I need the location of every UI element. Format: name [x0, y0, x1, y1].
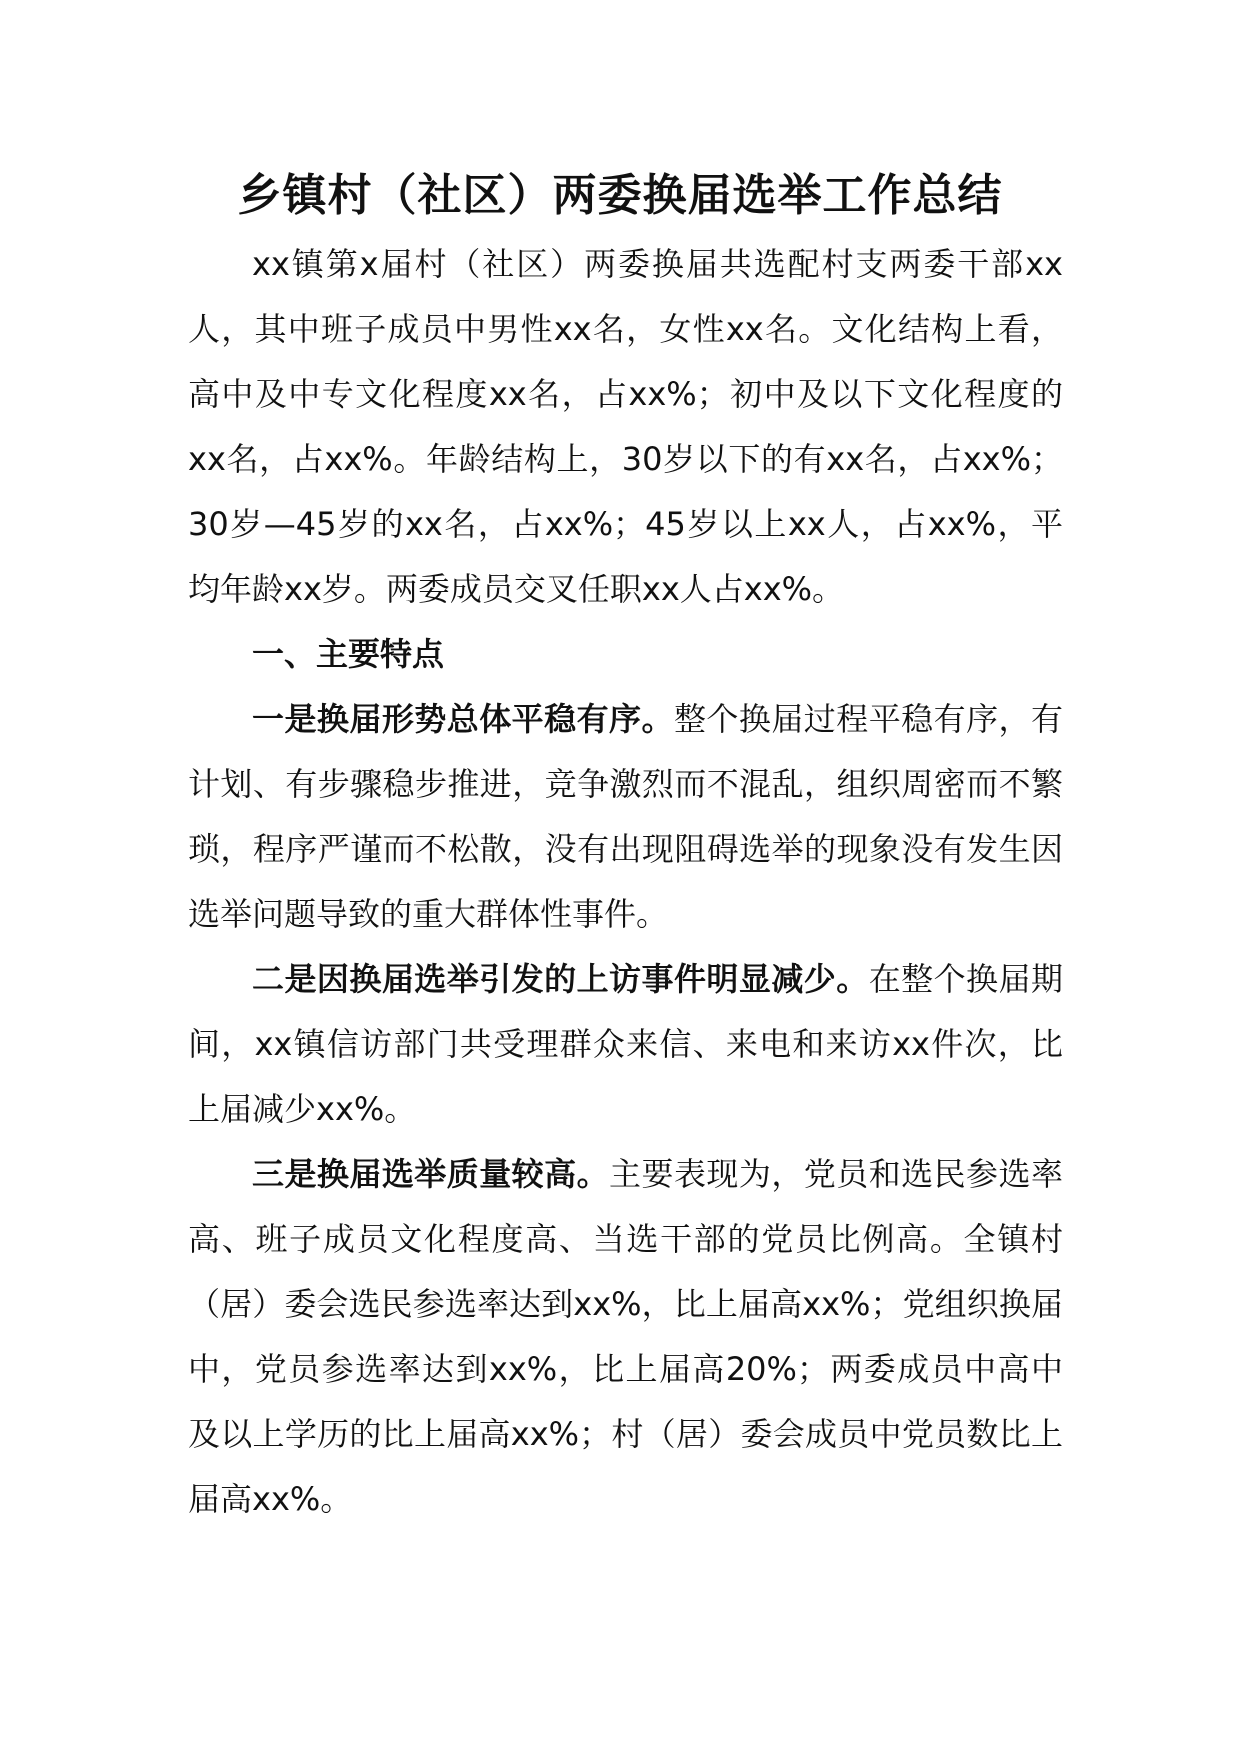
point-lead-1: 一是换届形势总体平稳有序。	[252, 700, 674, 738]
point-lead-3: 三是换届选举质量较高。	[252, 1155, 610, 1193]
point-text-2: 在整个换届期间，xx镇信访部门共受理群众来信、来电和来访xx件次，比上届减少xx%。	[188, 960, 1063, 1128]
point-text-3: 主要表现为，党员和选民参选率高、班子成员文化程度高、当选干部的党员比例高。全镇村（居）委会选民参选率达到xx%，比上届高xx%；党组织换届中，党员参选率达到xx%，比上届高20%；两委成员中高中及以上学历的比上届高xx%；村（居）委会成员中党员数比上届高xx%。	[188, 1155, 1063, 1518]
point-paragraph-2	[188, 947, 1063, 1142]
intro-paragraph: xx镇第x届村（社区）两委换届共选配村支两委干部xx人，其中班子成员中男性xx名，女性xx名。文化结构上看，高中及中专文化程度xx名，占xx%；初中及以下文化程度的xx名，占xx%。年龄结构上，30岁以下的有xx名，占xx%；30岁—45岁的xx名，占xx%；45岁以上xx人，占xx%，平均年龄xx岁。两委成员交叉任职xx人占xx%。	[188, 245, 1063, 608]
document-body	[188, 232, 1063, 1532]
point-lead-2: 二是因换届选举引发的上访事件明显减少。	[252, 960, 869, 998]
document-title: 乡镇村（社区）两委换届选举工作总结	[237, 170, 1003, 221]
point-text-1: 整个换届过程平稳有序，有计划、有步骤稳步推进，竞争激烈而不混乱，组织周密而不繁琐，程序严谨而不松散，没有出现阻碍选举的现象没有发生因选举问题导致的重大群体性事件。	[188, 700, 1063, 933]
point-paragraph-1	[188, 687, 1063, 947]
point-paragraph-3	[188, 1142, 1063, 1532]
section-heading: 一、主要特点	[252, 635, 445, 673]
